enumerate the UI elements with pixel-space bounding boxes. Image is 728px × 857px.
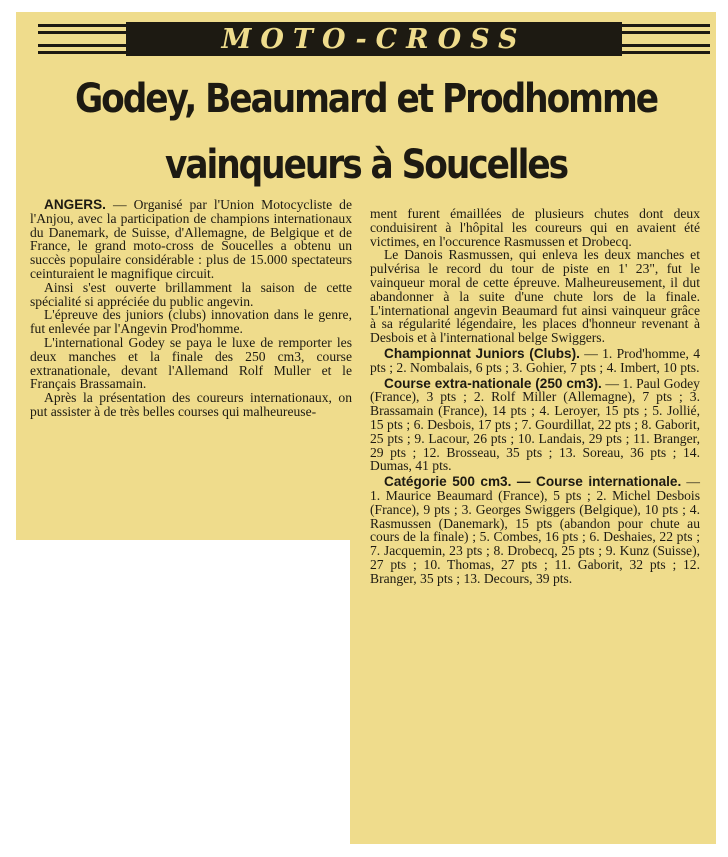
article-column-right (370, 207, 700, 586)
article-paragraph: Le Danois Rasmussen, qui enleva les deux manches et pulvérisa le record du tour de piste en 1' 23", fut le vainqueur moral de cette épreuve. Malheureusement, il dut abandonner à la suite d'une chute lors de la finale. L'international angevin Beaumard fut ainsi vainqueur grâce à sa régularité légendaire, les places d'honneur revenant à Desbois et à l'international belge Swiggers. (370, 247, 700, 346)
section-banner (38, 18, 710, 60)
article-paragraph: L'épreuve des juniors (clubs) innovation dans le genre, fut enlevée par l'Angevin Prod'homme. (30, 307, 352, 337)
article-paragraph: Après la présentation des coureurs internationaux, on put assister à de très belles courses qui malheureuse- (30, 390, 352, 419)
result-text: — 1. Paul Godey (France), 3 pts ; 2. Rolf Miller (Allemagne), 7 pts ; 3. Brassamain (France), 14 pts ; 4. Leroyer, 15 pts ; 5. Jollié, 15 pts ; 6. Desbois, 17 pts ; 7. Gourdillat, 22 pts ; 8. Gaborit, 25 pts ; 9. Lacour, 26 pts ; 10. Landais, 29 pts ; 11. Branger, 29 pts ; 12. Brosseau, 35 pts ; 13. Soreau, 36 pts ; 14. Dumas, 41 pts. (370, 375, 700, 474)
headline-line-2: vainqueurs à Soucelles (164, 142, 568, 188)
article-paragraph: ANGERS. — Organisé par l'Union Motocycliste de l'Anjou, avec la participation de champions internationaux du Danemark, de Suisse, d'Allemagne, de Belgique et de France, le grand moto-cross de Soucelles a obtenu un succès populaire considérable : plus de 15.000 spectateurs ceinturaient le magnifique circuit. (30, 197, 352, 281)
result-heading: Catégorie 500 cm3. — Course internationale. (384, 474, 682, 490)
article-paragraph: ment furent émaillées de plusieurs chutes dont deux conduisirent à l'hôpital les coureurs qui en avaient été victimes, en l'occurence Rasmussen et Drobecq. (370, 206, 700, 249)
result-heading: Course extra-nationale (250 cm3). (384, 375, 602, 391)
article-paragraph: Ainsi s'est ouverte brillamment la saison de cette spécialité si appréciée du public angevin. (30, 279, 352, 309)
result-heading: Championnat Juniors (Clubs). (384, 345, 580, 361)
dateline: ANGERS. (44, 197, 106, 212)
result-block (370, 377, 700, 474)
result-block (370, 475, 700, 585)
result-text: — 1. Prod'homme, 4 pts ; 2. Nombalais, 6 pts ; 3. Gohier, 7 pts ; 4. Imbert, 10 pts. (370, 345, 701, 375)
section-title: MOTO-CROSS (126, 22, 622, 56)
result-text: — 1. Maurice Beaumard (France), 5 pts ; 2. Michel Desbois (France), 9 pts ; 3. Georges Swiggers (Belgique), 10 pts ; 4. Rasmussen (Danemark), 15 pts (abandon pour chute au cours de la finale) ; 5. Combes, 16 pts ; 6. Deshaies, 22 pts ; 7. Jacquemin, 23 pts ; 8. Drobecq, 25 pts ; 9. Kunz (Suisse), 27 pts ; 10. Thomas, 27 pts ; 11. Gaborit, 32 pts ; 12. Branger, 35 pts ; 13. Decours, 39 pts. (370, 474, 700, 586)
result-block (370, 347, 700, 375)
results-list (370, 347, 700, 586)
article-column-left (30, 198, 352, 419)
article-paragraph: L'international Godey se paya le luxe de remporter les deux manches et la finale des 250 cm3, course extranationale, devant l'Allemand Rolf Muller et le Français Brassamain. (30, 334, 352, 392)
headline-line-1: Godey, Beaumard et Prodhomme (74, 76, 658, 122)
